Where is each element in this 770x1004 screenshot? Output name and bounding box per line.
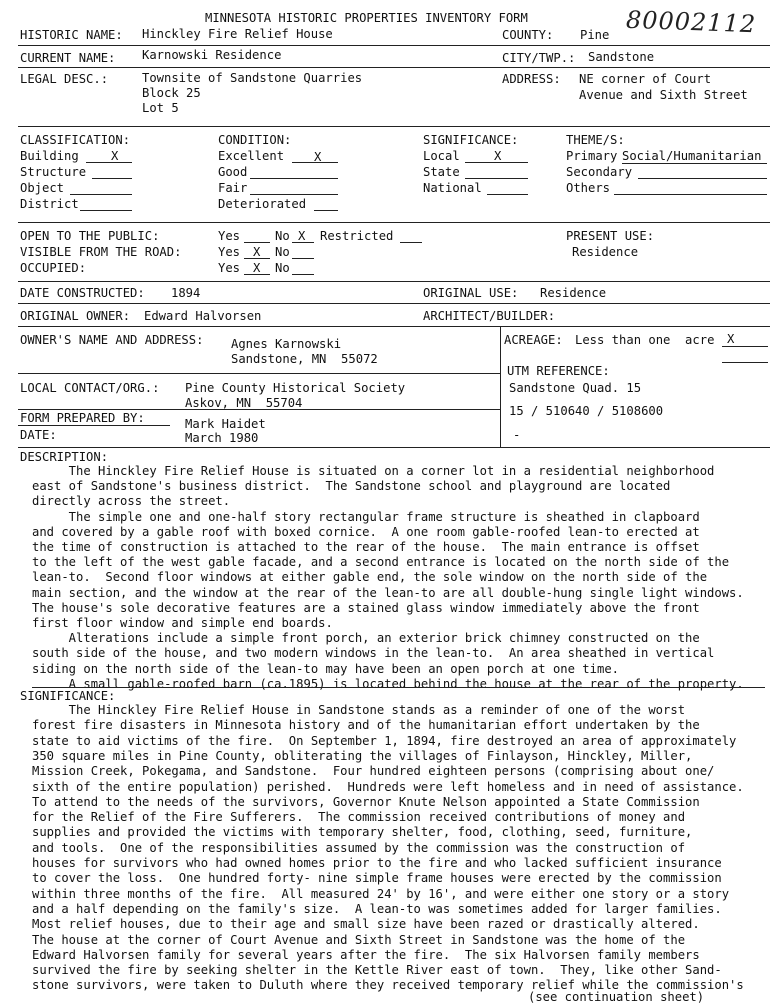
significance-national: National <box>423 181 482 195</box>
open-yes: Yes <box>218 229 241 243</box>
blank-line <box>250 178 338 179</box>
utm-dash: - <box>513 428 521 442</box>
barn-line-underline <box>32 687 765 688</box>
description-line: directly across the street. <box>32 494 231 509</box>
open-restricted: Restricted <box>320 229 394 243</box>
legal-desc-line3: Lot 5 <box>142 101 179 115</box>
local-contact-line2: Askov, MN 55704 <box>185 396 303 410</box>
divider-line <box>18 373 500 374</box>
significance-state: State <box>423 165 460 179</box>
blank-line <box>614 194 767 195</box>
date-constructed-label: DATE CONSTRUCTED: <box>20 286 145 300</box>
description-line: east of Sandstone's business district. The Sandstone school and playground are located <box>32 479 671 494</box>
open-mark: X <box>298 229 306 243</box>
owner-line1: Agnes Karnowski <box>231 337 342 351</box>
description-heading: DESCRIPTION: <box>20 450 109 464</box>
local-contact-label: LOCAL CONTACT/ORG.: <box>20 381 160 395</box>
theme-others-label: Others <box>566 181 611 195</box>
blank-line <box>487 194 528 195</box>
significance-local: Local <box>423 149 460 163</box>
significance-line: and a half depending on the family's size. A lean-to was sometimes added for larger families. <box>32 901 722 916</box>
description-line: main section, and the window at the rear of the lean-to are all double-hung single light windows. <box>32 585 744 600</box>
blank-line <box>292 274 314 275</box>
present-use-value: Residence <box>572 245 639 259</box>
significance-line: for the Relief of the Fire Sufferers. The commission received contributions of money and <box>32 810 686 825</box>
occupied-yes: Yes <box>218 261 241 275</box>
classification-district: District <box>20 197 79 211</box>
significance-line: The Hinckley Fire Relief House in Sandstone stands as a reminder of one of the worst <box>32 703 686 717</box>
classification-building: Building <box>20 149 79 163</box>
blank-line <box>292 258 314 259</box>
description-line: to the left of the west gable facade, and a second entrance is located on the north side of the <box>32 555 730 570</box>
acreage-mark: X <box>727 332 735 346</box>
divider-line <box>18 126 770 127</box>
column-divider <box>500 326 501 448</box>
description-line: The Hinckley Fire Relief House is situated on a corner lot in a residential neighborhood <box>32 464 715 478</box>
utm-coords: 15 / 510640 / 5108600 <box>509 404 664 418</box>
blank-line <box>314 210 338 211</box>
county-value: Pine <box>580 28 610 42</box>
handwritten-reference-number: 80002112 <box>625 5 757 39</box>
divider-line <box>18 45 770 46</box>
blank-line <box>722 346 768 347</box>
owner-label: OWNER'S NAME AND ADDRESS: <box>20 333 204 347</box>
condition-fair: Fair <box>218 181 248 195</box>
date-label: DATE: <box>20 428 57 442</box>
classification-structure: Structure <box>20 165 87 179</box>
legal-desc-line2: Block 25 <box>142 86 201 100</box>
description-line: Alterations include a simple front porch, an exterior brick chimney constructed on the <box>32 631 700 646</box>
blank-line <box>92 178 132 179</box>
divider-line <box>18 326 770 327</box>
divider-line <box>18 222 770 223</box>
visible-mark: X <box>253 245 261 259</box>
blank-line <box>70 194 132 195</box>
condition-label: CONDITION: <box>218 133 292 147</box>
blank-line <box>638 178 767 179</box>
significance-heading: SIGNIFICANCE: <box>20 689 116 703</box>
prepared-by-date: March 1980 <box>185 431 259 445</box>
description-line: A small gable-roofed barn (ca.1895) is located behind the house at the rear of the property. <box>32 676 744 691</box>
divider-line <box>18 303 770 304</box>
open-public-label: OPEN TO THE PUBLIC: <box>20 229 160 243</box>
address-label: ADDRESS: <box>502 72 561 86</box>
theme-primary-value: Social/Humanitarian <box>622 149 762 163</box>
present-use-label: PRESENT USE: <box>566 229 655 243</box>
significance-line: The house at the corner of Court Avenue and Sixth Street in Sandstone was the home of the <box>32 932 686 947</box>
occupied-label: OCCUPIED: <box>20 261 87 275</box>
significance-level-label: SIGNIFICANCE: <box>423 133 519 147</box>
significance-line: survived the fire by seeking shelter in the Kettle River east of town. They, like other Sand- <box>32 963 722 978</box>
address-line2: Avenue and Sixth Street <box>579 88 748 102</box>
theme-secondary-label: Secondary <box>566 165 633 179</box>
prepared-by-label: FORM PREPARED BY: <box>20 411 145 425</box>
divider-line <box>18 447 770 448</box>
legal-desc-line1: Townsite of Sandstone Quarries <box>142 71 363 85</box>
legal-desc-label: LEGAL DESC.: <box>20 72 109 86</box>
condition-good: Good <box>218 165 248 179</box>
original-owner-label: ORIGINAL OWNER: <box>20 309 131 323</box>
description-line: siding on the north side of the lean-to may have been an open porch at one time. <box>32 661 619 676</box>
significance-line: Mission Creek, Pokegama, and Sandstone. Four hundred eighteen persons (comprising about one/ <box>32 764 715 779</box>
significance-line: forest fire disasters in Minnesota history and of the humanitarian effort undertaken by the <box>32 718 700 733</box>
utm-label: UTM REFERENCE: <box>507 364 610 378</box>
significance-mark: X <box>494 149 502 163</box>
divider-line <box>18 67 770 68</box>
theme-primary-label: Primary <box>566 149 618 163</box>
classification-label: CLASSIFICATION: <box>20 133 131 147</box>
description-line: lean-to. Second floor windows at either gable end, the sole window on the north side of the <box>32 570 708 585</box>
description-line: and covered by a gable roof with boxed cornice. A one room gable-roofed lean-to erected at <box>32 524 700 539</box>
significance-line: and tools. One of the responsibilities assumed by the commission was the construction of <box>32 840 686 855</box>
blank-line <box>80 210 132 211</box>
local-contact-line1: Pine County Historical Society <box>185 381 406 395</box>
significance-line: within three months of the fire. All measured 24' by 16', and were either one story or a story <box>32 886 730 901</box>
open-no: No <box>275 229 290 243</box>
acreage-label: ACREAGE: <box>504 333 563 347</box>
blank-line <box>622 163 767 164</box>
original-use-label: ORIGINAL USE: <box>423 286 519 300</box>
significance-line: sixth of the entire population) perished. Hundreds were left homeless and in need of assistance. <box>32 779 744 794</box>
significance-line: houses for survivors who had owned homes prior to the fire and who lacked sufficient insurance <box>32 856 722 870</box>
city-value: Sandstone <box>588 50 655 64</box>
visible-road-label: VISIBLE FROM THE ROAD: <box>20 245 182 259</box>
theme-label: THEME/S: <box>566 133 625 147</box>
divider-line <box>18 281 770 282</box>
blank-line <box>465 178 528 179</box>
historic-name-value: Hinckley Fire Relief House <box>142 27 333 41</box>
significance-line: Edward Halvorsen family for several years after the fire. The six Halvorsen family members <box>32 947 700 962</box>
city-label: CITY/TWP.: <box>502 51 576 65</box>
utm-quad: Sandstone Quad. 15 <box>509 381 642 395</box>
description-line: south side of the house, and two modern windows in the lean-to. An area sheathed in vertical <box>32 646 715 661</box>
acreage-value: Less than one acre <box>575 333 715 347</box>
current-name-label: CURRENT NAME: <box>20 51 116 65</box>
condition-excellent: Excellent <box>218 149 285 163</box>
description-line: the time of construction is attached to the rear of the house. The main entrance is offset <box>32 540 700 554</box>
description-line: first floor window and simple end boards. <box>32 616 333 630</box>
significance-line: stone survivors, were taken to Duluth where they received temporary relief while the commission's <box>32 978 744 993</box>
visible-no: No <box>275 245 290 259</box>
classification-object: Object <box>20 181 65 195</box>
condition-deteriorated: Deteriorated <box>218 197 307 211</box>
significance-line: 350 square miles in Pine County, obliterating the villages of Finlayson, Hinckley, Miller, <box>32 748 693 763</box>
blank-line <box>18 425 170 426</box>
continuation-note: (see continuation sheet) <box>528 990 705 1004</box>
owner-line2: Sandstone, MN 55072 <box>231 352 378 366</box>
current-name-value: Karnowski Residence <box>142 48 282 62</box>
divider-line <box>18 409 500 410</box>
significance-line: to cover the loss. One hundred forty- nine simple frame houses were erected by the commission <box>32 871 722 886</box>
blank-line <box>400 242 422 243</box>
prepared-by-name: Mark Haidet <box>185 417 266 431</box>
classification-mark: X <box>111 149 119 163</box>
original-use-value: Residence <box>540 286 607 300</box>
blank-line <box>722 362 768 363</box>
historic-name-label: HISTORIC NAME: <box>20 28 123 42</box>
significance-line: Most relief houses, due to their age and small size have been razed or drastically altered. <box>32 917 700 932</box>
occupied-mark: X <box>253 261 261 275</box>
visible-yes: Yes <box>218 245 241 259</box>
description-line: The house's sole decorative features are a stained glass window immediately above the front <box>32 600 700 615</box>
form-title: MINNESOTA HISTORIC PROPERTIES INVENTORY FORM <box>205 11 528 25</box>
original-owner-value: Edward Halvorsen <box>144 309 262 323</box>
description-line: The simple one and one-half story rectangular frame structure is sheathed in clapboard <box>32 509 700 524</box>
county-label: COUNTY: <box>502 28 554 42</box>
architect-label: ARCHITECT/BUILDER: <box>423 309 556 323</box>
blank-line <box>86 162 132 163</box>
significance-line: state to aid victims of the fire. On September 1, 1894, fire destroyed an area of approximately <box>32 733 737 748</box>
significance-line: To attend to the needs of the survivors, Governor Knute Nelson appointed a State Commission <box>32 794 700 809</box>
condition-mark: X <box>314 150 322 164</box>
date-constructed-value: 1894 <box>171 286 201 300</box>
blank-line <box>244 242 270 243</box>
address-line1: NE corner of Court <box>579 72 712 86</box>
blank-line <box>250 194 338 195</box>
significance-line: supplies and provided the victims with temporary shelter, food, clothing, seed, furniture, <box>32 825 693 840</box>
occupied-no: No <box>275 261 290 275</box>
